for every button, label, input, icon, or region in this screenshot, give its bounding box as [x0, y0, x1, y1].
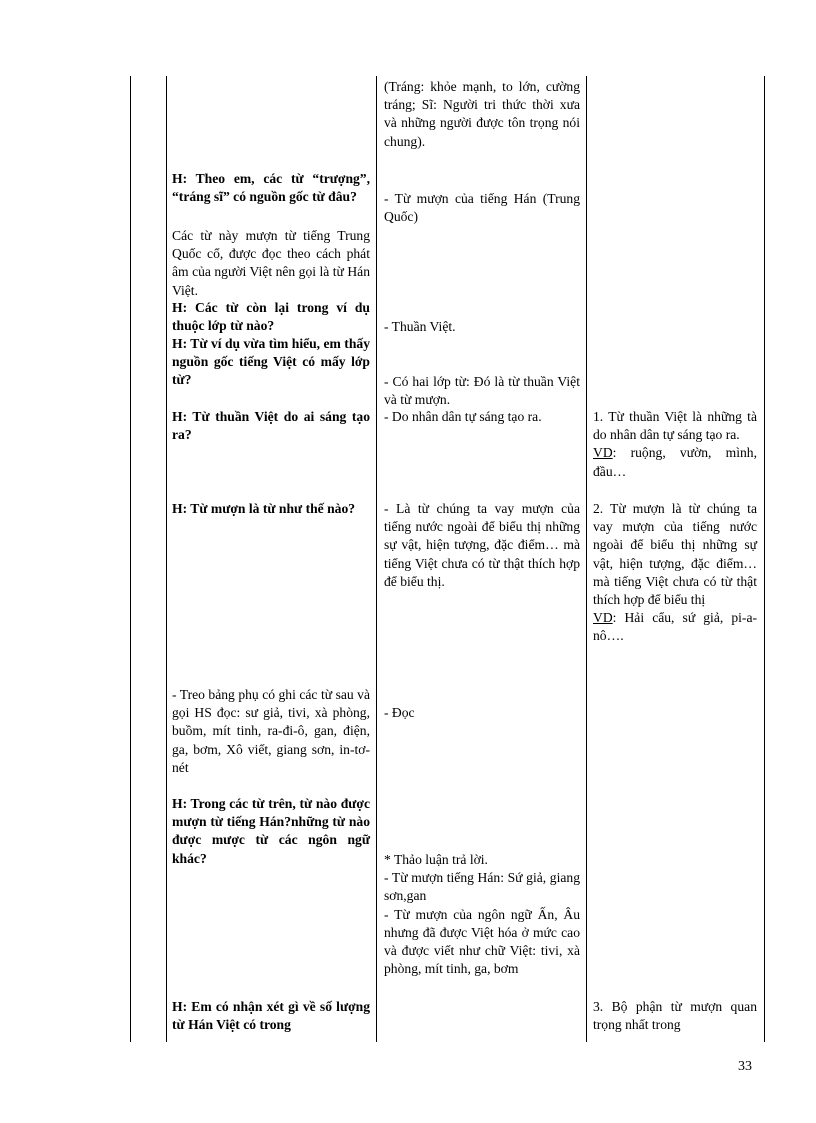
note-important-borrowings: 3. Bộ phận từ mượn quan trọng nhất trong	[593, 999, 757, 1033]
answer-read: - Đọc	[384, 705, 415, 720]
answer-trang-si-meaning: (Tráng: khỏe mạnh, to lớn, cường tráng; Sĩ: Người tri thức thời xưa và những người được tôn trọng nói chung).	[384, 79, 580, 149]
example-label: VD	[593, 610, 613, 626]
answer-word-layers: - Có hai lớp từ: Đó là từ thuần Việt và từ mượn.	[384, 374, 580, 408]
table-column-divider-3	[586, 76, 587, 1042]
note-native-definition	[593, 408, 757, 481]
example-native: : ruộng, vườn, mình, đầu…	[593, 445, 757, 479]
definition-borrowed: 2. Từ mượn là từ chúng ta vay mượn của tiếng nước ngoài để biểu thị những sự vật, hiện tượng, đặc điểm… mà tiếng Việt chưa có từ thật thích hợp để biểu thị	[593, 501, 757, 608]
table-border-right	[764, 76, 765, 1042]
question-origin: H: Theo em, các từ “trượng”, “tráng sĩ” có nguồn gốc từ đâu?	[172, 171, 370, 205]
question-han-viet-count: H: Em có nhận xét gì về số lượng từ Hán Việt có trong	[172, 999, 370, 1033]
answer-indo-european-borrowings: - Từ mượn của ngôn ngữ Ấn, Âu nhưng đã được Việt hóa ở mức cao và được viết như chữ Việt: tivi, xà phòng, mít tinh, ga, bơm	[384, 906, 580, 977]
answer-origin: - Từ mượn của tiếng Hán (Trung Quốc)	[384, 191, 580, 225]
example-borrowed: : Hải cẩu, sứ giả, pi-a-nô….	[593, 610, 757, 644]
question-word-layers: H: Từ ví dụ vừa tìm hiểu, em thấy nguồn gốc tiếng Việt có mấy lớp từ?	[172, 336, 370, 388]
table-border-left	[130, 76, 131, 1042]
table-column-divider-2	[376, 76, 377, 1042]
question-native-words: H: Từ thuần Việt do ai sáng tạo ra?	[172, 409, 370, 443]
answer-borrow-sources	[384, 851, 580, 978]
answer-borrowed-words: - Là từ chúng ta vay mượn của tiếng nước ngoài để biểu thị những sự vật, hiện tượng, đặc điểm… mà tiếng Việt chưa có từ thật thích hợp để biểu thị.	[384, 501, 580, 589]
note-borrowed-definition	[593, 500, 757, 646]
answer-native-words: - Do nhân dân tự sáng tạo ra.	[384, 409, 542, 424]
answer-han-borrowings: - Từ mượn tiếng Hán: Sứ giả, giang sơn,gan	[384, 870, 580, 904]
question-borrowed-words: H: Từ mượn là từ như thế nào?	[172, 501, 356, 516]
table-column-divider-1	[166, 76, 167, 1042]
note-word-list: - Treo bảng phụ có ghi các từ sau và gọi HS đọc: sư giả, tivi, xà phòng, buồm, mít tinh, ra-đi-ô, gan, điện, ga, bơm, Xô viết, giang sơn, in-tơ-nét	[172, 687, 370, 775]
page-number: 33	[738, 1059, 752, 1074]
definition-native: 1. Từ thuần Việt là những tà do nhân dân tự sáng tạo ra.	[593, 409, 757, 443]
question-remaining-words: H: Các từ còn lại trong ví dụ thuộc lớp từ nào?	[172, 300, 370, 334]
answer-remaining-words: - Thuần Việt.	[384, 319, 456, 334]
note-han-viet: Các từ này mượn từ tiếng Trung Quốc cổ, được đọc theo cách phát âm của người Việt nên gọi là từ Hán Việt.	[172, 228, 370, 298]
example-label: VD	[593, 445, 613, 461]
question-borrow-sources: H: Trong các từ trên, từ nào được mượn từ tiếng Hán?những từ nào được mược từ các ngôn ngữ khác?	[172, 796, 370, 866]
answer-discussion: * Thảo luận trả lời.	[384, 852, 488, 867]
